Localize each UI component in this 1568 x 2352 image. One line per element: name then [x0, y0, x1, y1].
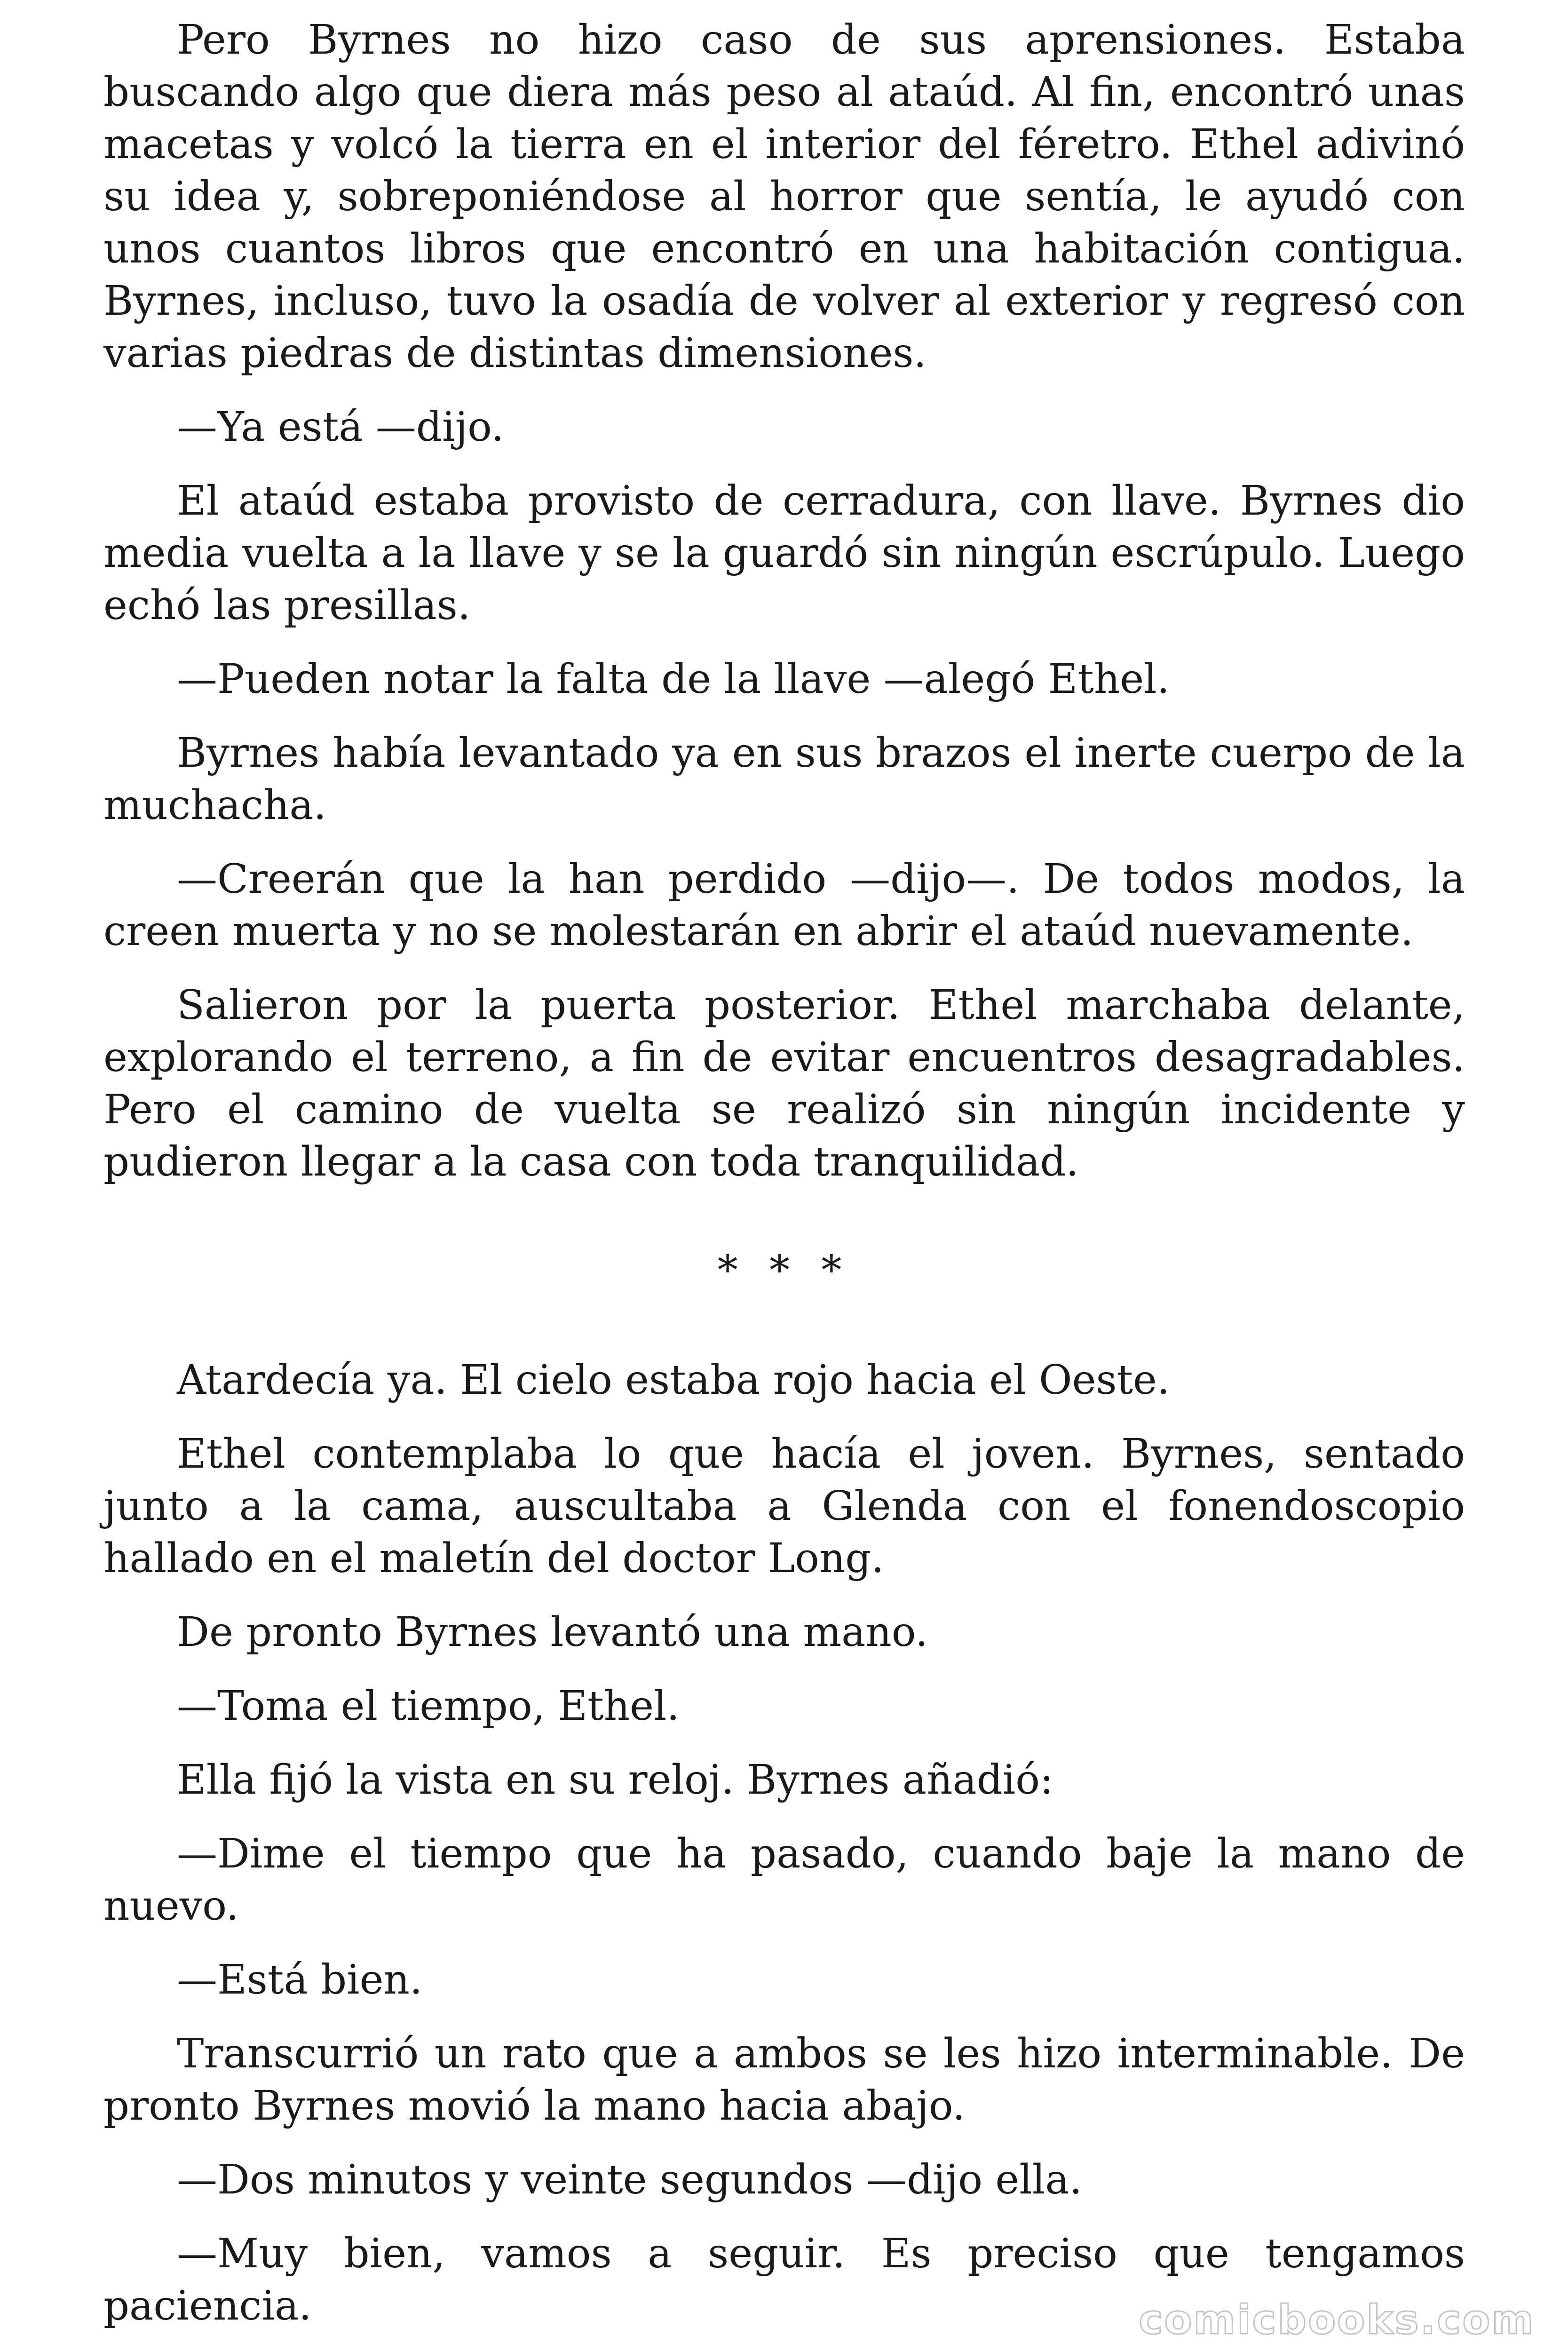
paragraph: El ataúd estaba provisto de cerradura, con llave. Byrnes dio media vuelta a la llave y se la guardó sin ningún escrúpulo. Luego echó las presillas. [103, 477, 1465, 629]
paragraph: Ethel contemplaba lo que hacía el joven. Byrnes, sentado junto a la cama, auscultaba a Glenda con el fonendoscopio hallado en el maletín del doctor Long. [103, 1430, 1465, 1582]
watermark: comicbooks.com [1139, 2296, 1535, 2344]
paragraph: Salieron por la puerta posterior. Ethel marchaba delante, explorando el terreno, a fin de evitar encuentros desagradables. Pero el camino de vuelta se realizó sin ningún incidente y pudieron llegar a la casa con toda tranquilidad. [103, 982, 1465, 1185]
paragraph: Pero Byrnes no hizo caso de sus aprensiones. Estaba buscando algo que diera más peso al ataúd. Al fin, encontró unas macetas y volcó la tierra en el interior del féretro. Ethel adivinó su idea y, sobreponiéndose al horror que sentía, le ayudó con unos cuantos libros que encontró en una habitación contigua. Byrnes, incluso, tuvo la osadía de volver al exterior y regresó con varias piedras de distintas dimensiones. [103, 16, 1465, 377]
paragraph: —Creerán que la han perdido —dijo—. De todos modos, la creen muerta y no se molestarán en abrir el ataúd nuevamente. [103, 856, 1465, 955]
paragraph: —Ya está —dijo. [177, 404, 504, 451]
paragraph: —Pueden notar la falta de la llave —alegó Ethel. [177, 656, 1170, 703]
paragraph: —Dime el tiempo que ha pasado, cuando baje la mano de nuevo. [103, 1830, 1465, 1930]
paragraph: Transcurrió un rato que a ambos se les hizo interminable. De pronto Byrnes movió la mano hacia abajo. [103, 2030, 1465, 2130]
paragraph: De pronto Byrnes levantó una mano. [177, 1609, 928, 1656]
paragraph: —Está bien. [177, 1956, 423, 2003]
paragraph: —Dos minutos y veinte segundos —dijo ella. [177, 2156, 1082, 2203]
paragraph: —Toma el tiempo, Ethel. [177, 1683, 680, 1730]
paragraph: —Muy bien, vamos a seguir. Es preciso que tengamos paciencia. [103, 2230, 1465, 2329]
paragraph: Byrnes había levantado ya en sus brazos el inerte cuerpo de la muchacha. [103, 730, 1465, 829]
paragraph: Ella fijó la vista en su reloj. Byrnes añadió: [177, 1756, 1054, 1804]
section-separator: * * * [717, 1247, 851, 1294]
document-page [103, 14, 1465, 2352]
paragraph: Atardecía ya. El cielo estaba rojo hacia el Oeste. [177, 1357, 1170, 1404]
